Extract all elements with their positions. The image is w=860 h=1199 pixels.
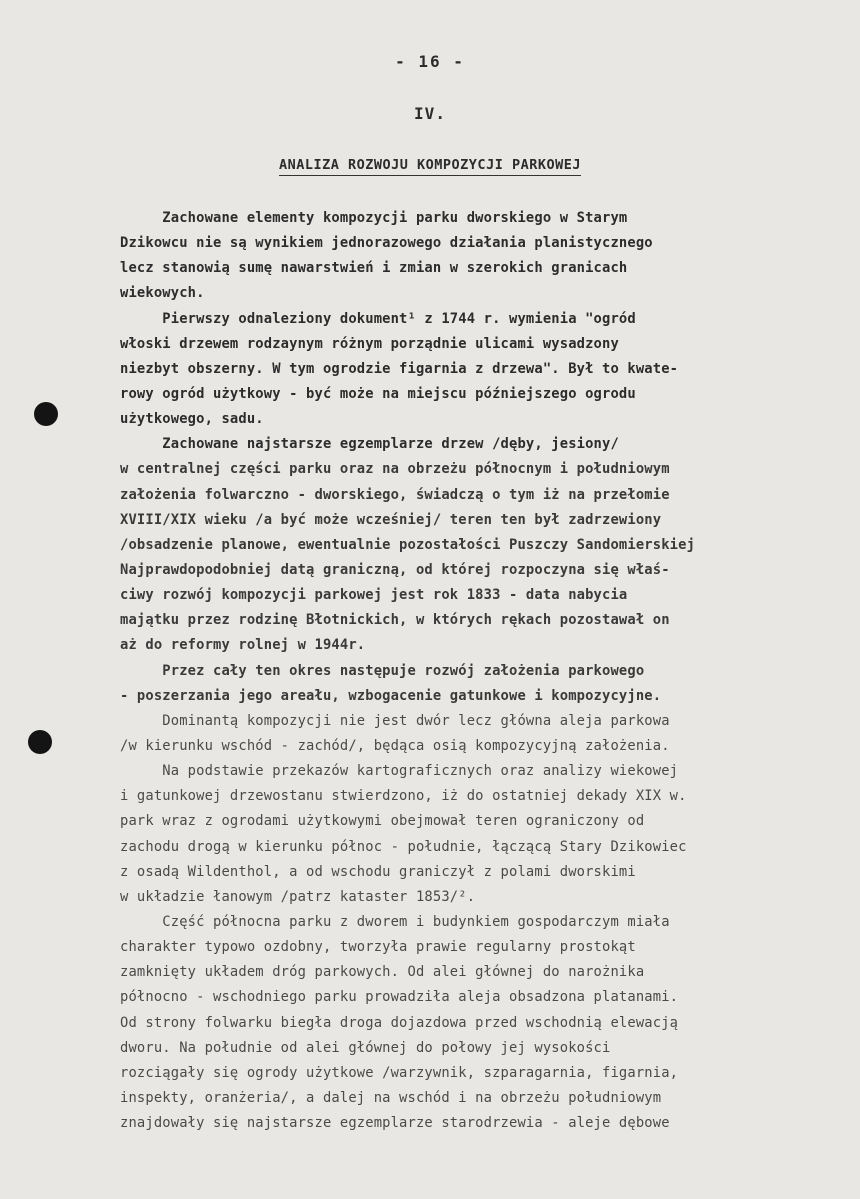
text-line: - poszerzania jego areału, wzbogacenie gatunkowe i kompozycyjne. — [120, 687, 662, 704]
text-line: Zachowane elementy kompozycji parku dworskiego w Starym — [120, 210, 628, 226]
chapter-number: IV. — [414, 104, 446, 123]
text-line: założenia folwarczno - dworskiego, świadczą o tym iż na przełomie — [120, 486, 670, 503]
text-line: użytkowego, sadu. — [120, 411, 264, 428]
text-line: ciwy rozwój kompozycji parkowej jest rok 1833 - data nabycia — [120, 587, 628, 604]
text-line: Dominantą kompozycji nie jest dwór lecz główna aleja parkowa — [120, 712, 670, 729]
section-heading: ANALIZA ROZWOJU KOMPOZYCJI PARKOWEJ — [279, 157, 581, 176]
text-line: rozciągały się ogrody użytkowe /warzywnik, szparagarnia, figarnia, — [120, 1064, 679, 1081]
text-line: Pierwszy odnaleziony dokument¹ z 1744 r. wymienia "ogród — [120, 310, 636, 327]
text-line: park wraz z ogrodami użytkowymi obejmował teren ograniczony od — [120, 813, 645, 830]
text-line: XVIII/XIX wieku /a być może wcześniej/ teren ten był zadrzewiony — [120, 511, 662, 528]
body-text — [120, 206, 830, 1136]
text-line: Dzikowcu nie są wynikiem jednorazowego działania planistycznego — [120, 235, 653, 252]
text-line: inspekty, oranżeria/, a dalej na wschód i na obrzeżu południowym — [120, 1089, 662, 1106]
text-line: /w kierunku wschód - zachód/, będąca osią kompozycyjną założenia. — [120, 737, 670, 754]
text-line: w układzie łanowym /patrz kataster 1853/². — [120, 888, 476, 905]
punch-hole-bottom — [28, 730, 52, 754]
punch-hole-top — [34, 402, 58, 426]
text-line: wiekowych. — [120, 285, 205, 302]
text-line: rowy ogród użytkowy - być może na miejscu późniejszego ogrodu — [120, 385, 636, 402]
text-line: z osadą Wildenthol, a od wschodu graniczył z polami dworskimi — [120, 863, 636, 880]
text-line: północno - wschodniego parku prowadziła aleja obsadzona platanami. — [120, 989, 679, 1006]
page-number: - 16 - — [395, 52, 465, 71]
text-line: niezbyt obszerny. W tym ogrodzie figarnia z drzewa". Był to kwate- — [120, 360, 679, 377]
text-line: i gatunkowej drzewostanu stwierdzono, iż do ostatniej dekady XIX w. — [120, 788, 687, 805]
text-line: Zachowane najstarsze egzemplarze drzew /dęby, jesiony/ — [120, 436, 619, 453]
text-line: w centralnej części parku oraz na obrzeżu północnym i południowym — [120, 461, 670, 478]
text-line: charakter typowo ozdobny, tworzyła prawie regularny prostokąt — [120, 939, 636, 956]
text-line: Najprawdopodobniej datą graniczną, od której rozpoczyna się właś- — [120, 561, 670, 578]
text-line: włoski drzewem rodzaynym różnym porządnie ulicami wysadzony — [120, 335, 619, 352]
text-line: majątku przez rodzinę Błotnickich, w których rękach pozostawał on — [120, 612, 670, 629]
text-line: /obsadzenie planowe, ewentualnie pozostałości Puszczy Sandomierskiej — [120, 536, 696, 553]
text-line: dworu. Na południe od alei głównej do połowy jej wysokości — [120, 1039, 611, 1056]
text-line: znajdowały się najstarsze egzemplarze starodrzewia - aleje dębowe — [120, 1115, 670, 1132]
text-line: zachodu drogą w kierunku północ - południe, łączącą Stary Dzikowiec — [120, 838, 687, 855]
text-line: Przez cały ten okres następuje rozwój założenia parkowego — [120, 662, 645, 679]
text-line: Od strony folwarku biegła droga dojazdowa przed wschodnią elewacją — [120, 1014, 679, 1031]
text-line: zamknięty układem dróg parkowych. Od alei głównej do narożnika — [120, 964, 645, 981]
text-line: Na podstawie przekazów kartograficznych oraz analizy wiekowej — [120, 763, 679, 780]
text-line: aż do reformy rolnej w 1944r. — [120, 637, 366, 654]
text-line: lecz stanowią sumę nawarstwień i zmian w szerokich granicach — [120, 260, 628, 277]
text-line: Część północna parku z dworem i budynkiem gospodarczym miała — [120, 913, 670, 930]
